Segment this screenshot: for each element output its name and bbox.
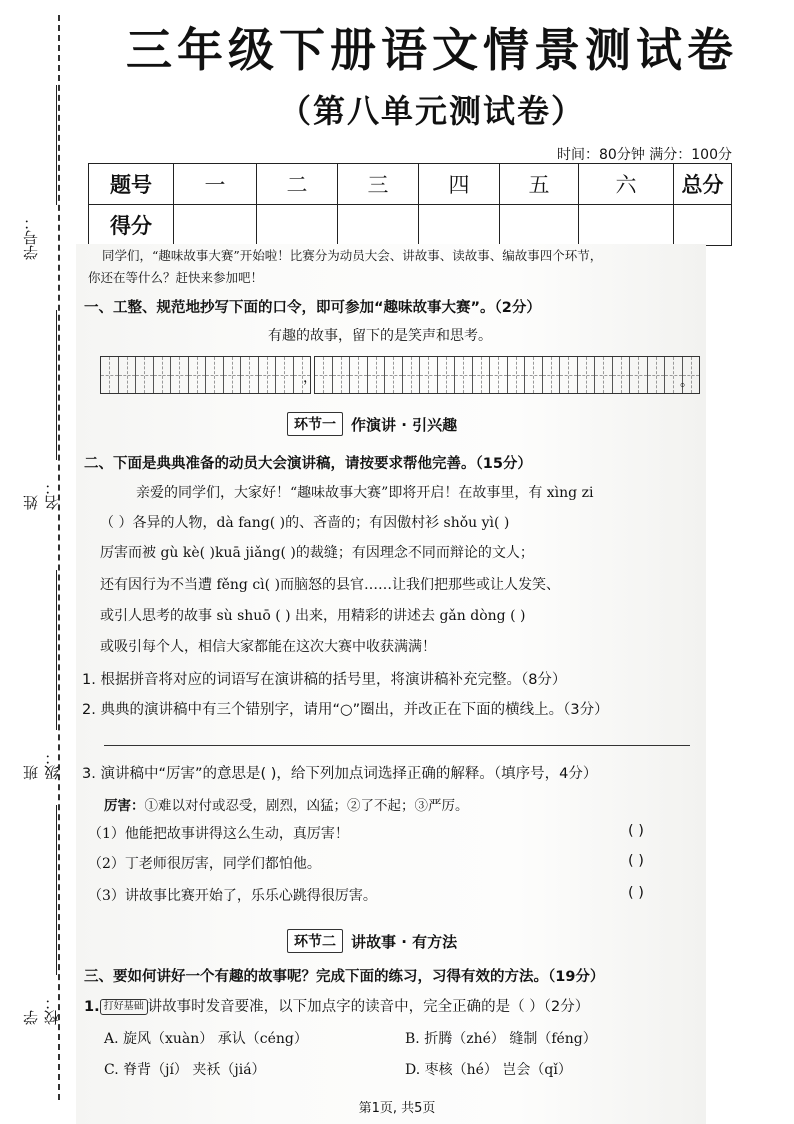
speech-line-3: 厉害而被 gù kè( )kuā jiǎng( )的裁缝；有因理念不同而辩论的文人； (100, 545, 534, 561)
score-header-cell: 总分 (674, 164, 732, 205)
score-header-cell: 六 (579, 164, 674, 205)
student-id-field[interactable] (20, 85, 50, 265)
question-3-sub1-number: 1. (84, 999, 100, 1015)
section-2-header (287, 929, 457, 953)
option-a[interactable]: A. 旋风（xuàn） 承认（céng） (104, 1031, 308, 1047)
student-id-label: 学号： (22, 215, 40, 260)
question-2-sub1: 1. 根据拼音将对应的词语写在演讲稿的括号里，将演讲稿补充完整。（8分） (82, 672, 567, 688)
choice-answer-paren[interactable]: ( ) (628, 885, 644, 901)
section-1-header (287, 412, 457, 436)
choice-item: （2）丁老师很厉害，同学们都怕他。 (88, 856, 321, 872)
score-input-cell[interactable] (419, 205, 500, 246)
choice-answer-paren[interactable]: ( ) (628, 853, 644, 869)
speech-line-1: 亲爱的同学们，大家好！“趣味故事大赛”即将开启！在故事里，有 xìng zi (136, 485, 594, 501)
intro-line-1: 同学们，“趣味故事大赛”开始啦！比赛分为动员大会、讲故事、读故事、编故事四个环节， (102, 248, 603, 263)
page-footer: 第1页, 共5页 (358, 1101, 436, 1116)
school-field[interactable] (20, 805, 61, 1025)
name-field[interactable] (20, 310, 61, 510)
score-header-cell: 二 (257, 164, 338, 205)
writing-grid-right[interactable] (314, 356, 700, 394)
speech-line-5: 或引人思考的故事 sù shuō ( ) 出来，用精彩的讲述去 gǎn dòng ( ) (100, 608, 526, 624)
answer-line[interactable] (104, 745, 690, 746)
score-table-header-row (89, 164, 732, 205)
score-input-cell[interactable] (500, 205, 579, 246)
score-header-cell: 五 (500, 164, 579, 205)
question-1-title: 一、工整、规范地抄写下面的口令，即可参加“趣味故事大赛”。（2分） (84, 300, 541, 316)
score-table (88, 163, 732, 246)
question-3-sub1 (84, 995, 589, 1016)
score-input-cell[interactable] (174, 205, 257, 246)
score-input-cell[interactable] (579, 205, 674, 246)
choice-item: （3）讲故事比赛开始了，乐乐心跳得很厉害。 (88, 888, 377, 904)
speech-line-4: 还有因行为不当遭 fěng cì( )而脑怒的县官……让我们把那些或让人发笑、 (100, 577, 561, 593)
page-subtitle: （第八单元测试卷） (278, 92, 585, 130)
score-table-score-row (89, 205, 732, 246)
question-2-sub3: 3. 演讲稿中“厉害”的意思是( )，给下列加点词选择正确的解释。（填序号，4分） (82, 766, 598, 782)
writing-grid-left[interactable] (100, 356, 311, 394)
basics-tag: 打好基础 (100, 999, 148, 1015)
score-input-cell[interactable] (338, 205, 419, 246)
definition-row (104, 794, 469, 814)
grid-comma: ， (303, 370, 317, 386)
section-1-title: 作演讲 · 引兴趣 (351, 415, 458, 434)
score-row-label: 得分 (89, 205, 174, 246)
section-2-title: 讲故事 · 有方法 (351, 932, 458, 951)
score-input-cell[interactable] (674, 205, 732, 246)
score-header-cell: 题号 (89, 164, 174, 205)
section-1-box: 环节一 (287, 412, 343, 436)
question-2-sub2: 2. 典典的演讲稿中有三个错别字，请用“○”圈出，并改正在下面的横线上。（3分） (82, 702, 609, 718)
option-b[interactable]: B. 折腾（zhé） 缝制（féng） (405, 1031, 597, 1047)
question-3-sub1-text: 讲故事时发音要准，以下加点字的读音中，完全正确的是（ ）（2分） (147, 999, 590, 1015)
definition-text: ①难以对付或忍受，剧烈，凶猛；②了不起；③严厉。 (144, 798, 469, 814)
class-label: 班级： (22, 750, 61, 780)
choice-answer-paren[interactable]: ( ) (628, 823, 644, 839)
question-1-slogan: 有趣的故事，留下的是笑声和思考。 (268, 328, 492, 344)
question-3-title: 三、要如何讲好一个有趣的故事呢？完成下面的练习，习得有效的方法。（19分） (84, 969, 605, 985)
page-title: 三年级下册语文情景测试卷 (126, 23, 738, 77)
speech-line-6: 或吸引每个人，相信大家都能在这次大赛中收获满满！ (100, 639, 436, 655)
question-2-title: 二、下面是典典准备的动员大会演讲稿，请按要求帮他完善。（15分） (84, 456, 532, 472)
name-label: 姓名： (22, 480, 61, 510)
score-header-cell: 三 (338, 164, 419, 205)
score-header-cell: 一 (174, 164, 257, 205)
option-d[interactable]: D. 枣核（hé） 岂会（qǐ） (405, 1062, 572, 1078)
score-input-cell[interactable] (257, 205, 338, 246)
score-header-cell: 四 (419, 164, 500, 205)
class-field[interactable] (20, 570, 61, 780)
speech-line-2: （ ）各异的人物，dà fang( )的、吝啬的；有因傲村衫 shǒu yì( ) (100, 515, 510, 531)
grid-period: 。 (680, 374, 694, 390)
intro-line-2: 你还在等什么？赶快来参加吧！ (88, 270, 264, 285)
time-score-info: 时间：80分钟 满分：100分 (557, 147, 732, 163)
school-label: 学校： (22, 995, 61, 1025)
section-2-box: 环节二 (287, 929, 343, 953)
option-c[interactable]: C. 脊背（jí） 夹袄（jiá） (104, 1062, 266, 1078)
choice-item: （1）他能把故事讲得这么生动，真厉害！ (88, 826, 349, 842)
definition-label: 厉害： (104, 798, 145, 814)
binding-dashed-line (58, 15, 60, 1100)
